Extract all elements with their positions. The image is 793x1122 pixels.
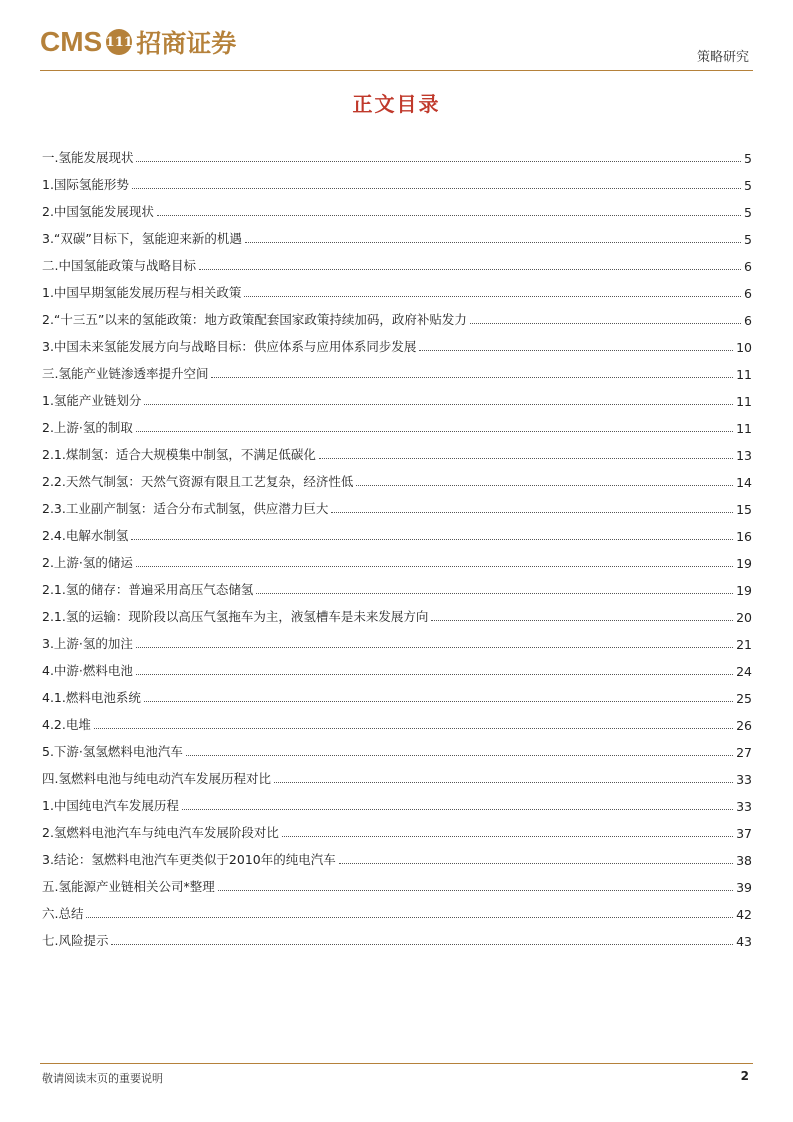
report-section-label: 策略研究 bbox=[696, 50, 749, 65]
toc-entry-label[interactable]: 3.结论：氢燃料电池汽车更类似于2010年的纯电汽车 bbox=[42, 852, 336, 867]
toc-entry-label[interactable]: 七.风险提示 bbox=[42, 933, 109, 948]
toc-leader-dots bbox=[111, 944, 733, 945]
page-title: 正文目录 bbox=[352, 92, 441, 116]
toc-leader-dots bbox=[136, 647, 733, 648]
toc-leader-dots bbox=[157, 215, 741, 216]
footer-note: 敬请阅读末页的重要说明 bbox=[42, 1072, 163, 1085]
toc-entry-label[interactable]: 3.上游·氢的加注 bbox=[42, 636, 133, 651]
toc-entry[interactable] bbox=[42, 490, 752, 517]
toc-entry-label[interactable]: 2.上游·氢的储运 bbox=[42, 555, 133, 570]
toc-leader-dots bbox=[419, 350, 733, 351]
toc-leader-dots bbox=[244, 296, 741, 297]
toc-entry-label[interactable]: 2.3.工业副产制氢：适合分布式制氢，供应潜力巨大 bbox=[42, 501, 329, 516]
toc-leader-dots bbox=[144, 701, 733, 702]
toc-entry-label[interactable]: 4.中游·燃料电池 bbox=[42, 663, 133, 678]
toc-entry-page[interactable]: 37 bbox=[736, 826, 752, 841]
toc-entry-label[interactable]: 二.中国氢能政策与战略目标 bbox=[42, 258, 196, 273]
toc-leader-dots bbox=[339, 863, 733, 864]
toc-leader-dots bbox=[319, 458, 733, 459]
toc-entry-label[interactable]: 2.氢燃料电池汽车与纯电汽车发展阶段对比 bbox=[42, 825, 279, 840]
toc-leader-dots bbox=[182, 809, 733, 810]
toc-entry-label[interactable]: 2.1.煤制氢：适合大规模集中制氢，不满足低碳化 bbox=[42, 447, 316, 462]
toc-leader-dots bbox=[136, 674, 733, 675]
toc-entry[interactable] bbox=[42, 760, 752, 787]
toc-entry[interactable] bbox=[42, 166, 752, 193]
toc-entry-page[interactable]: 26 bbox=[736, 718, 752, 733]
toc-entry-page[interactable]: 33 bbox=[736, 772, 752, 787]
toc-entry[interactable] bbox=[42, 247, 752, 274]
toc-entry[interactable] bbox=[42, 463, 752, 490]
table-of-contents bbox=[42, 139, 752, 949]
toc-entry[interactable] bbox=[42, 814, 752, 841]
toc-entry[interactable] bbox=[42, 895, 752, 922]
toc-entry-page[interactable]: 5 bbox=[744, 232, 752, 247]
toc-leader-dots bbox=[431, 620, 733, 621]
toc-entry[interactable] bbox=[42, 274, 752, 301]
toc-entry-label[interactable]: 2.上游·氢的制取 bbox=[42, 420, 133, 435]
toc-entry[interactable] bbox=[42, 355, 752, 382]
toc-leader-dots bbox=[131, 539, 733, 540]
logo-mark-icon: 111 bbox=[106, 29, 132, 55]
toc-entry-page[interactable]: 19 bbox=[736, 583, 752, 598]
toc-entry[interactable] bbox=[42, 868, 752, 895]
toc-leader-dots bbox=[199, 269, 741, 270]
toc-leader-dots bbox=[132, 188, 741, 189]
toc-entry[interactable] bbox=[42, 328, 752, 355]
toc-entry-page[interactable]: 14 bbox=[736, 475, 752, 490]
toc-entry-page[interactable]: 6 bbox=[744, 286, 752, 301]
toc-leader-dots bbox=[94, 728, 733, 729]
toc-entry-label[interactable]: 2.1.氢的储存：普遍采用高压气态储氢 bbox=[42, 582, 254, 597]
toc-entry-page[interactable]: 16 bbox=[736, 529, 752, 544]
toc-entry[interactable] bbox=[42, 652, 752, 679]
toc-entry-label[interactable]: 3.中国未来氢能发展方向与战略目标：供应体系与应用体系同步发展 bbox=[42, 339, 417, 354]
header-divider bbox=[40, 70, 753, 71]
toc-entry-page[interactable]: 25 bbox=[736, 691, 752, 706]
toc-leader-dots bbox=[136, 431, 733, 432]
toc-entry[interactable] bbox=[42, 436, 752, 463]
toc-entry-page[interactable]: 19 bbox=[736, 556, 752, 571]
toc-entry-page[interactable]: 21 bbox=[736, 637, 752, 652]
toc-leader-dots bbox=[144, 404, 733, 405]
page-number: 2 bbox=[740, 1069, 749, 1083]
toc-entry-label[interactable]: 2.2.天然气制氢：天然气资源有限且工艺复杂，经济性低 bbox=[42, 474, 354, 489]
toc-entry-page[interactable]: 6 bbox=[744, 313, 752, 328]
footer-divider bbox=[40, 1063, 753, 1064]
toc-entry[interactable] bbox=[42, 139, 752, 166]
toc-entry-page[interactable]: 11 bbox=[736, 367, 752, 382]
toc-entry-page[interactable]: 27 bbox=[736, 745, 752, 760]
toc-entry[interactable] bbox=[42, 841, 752, 868]
toc-entry-label[interactable]: 1.国际氢能形势 bbox=[42, 177, 129, 192]
toc-entry-label[interactable]: 1.中国纯电汽车发展历程 bbox=[42, 798, 179, 813]
toc-entry[interactable] bbox=[42, 517, 752, 544]
toc-entry-label[interactable]: 2.中国氢能发展现状 bbox=[42, 204, 154, 219]
toc-entry[interactable] bbox=[42, 193, 752, 220]
toc-leader-dots bbox=[218, 890, 733, 891]
toc-leader-dots bbox=[136, 161, 741, 162]
toc-entry-page[interactable]: 24 bbox=[736, 664, 752, 679]
toc-leader-dots bbox=[331, 512, 733, 513]
toc-entry-page[interactable]: 42 bbox=[736, 907, 752, 922]
toc-entry-label[interactable]: 2.1.氢的运输：现阶段以高压气氢拖车为主，液氢槽车是未来发展方向 bbox=[42, 609, 429, 624]
toc-leader-dots bbox=[282, 836, 733, 837]
toc-entry-page[interactable]: 6 bbox=[744, 259, 752, 274]
toc-entry[interactable] bbox=[42, 787, 752, 814]
toc-leader-dots bbox=[86, 917, 733, 918]
toc-entry-page[interactable]: 5 bbox=[744, 151, 752, 166]
toc-leader-dots bbox=[245, 242, 741, 243]
logo-cms-text: CMS bbox=[40, 26, 103, 57]
brand-logo bbox=[40, 24, 236, 60]
toc-entry-page[interactable]: 38 bbox=[736, 853, 752, 868]
toc-entry[interactable] bbox=[42, 922, 752, 949]
toc-entry-label[interactable]: 5.下游·氢氢燃料电池汽车 bbox=[42, 744, 183, 759]
toc-leader-dots bbox=[211, 377, 733, 378]
logo-chinese-text: 招商证券 bbox=[136, 29, 237, 58]
toc-leader-dots bbox=[256, 593, 733, 594]
toc-entry[interactable] bbox=[42, 706, 752, 733]
toc-entry[interactable] bbox=[42, 301, 752, 328]
toc-entry-label[interactable]: 1.氢能产业链划分 bbox=[42, 393, 142, 408]
toc-leader-dots bbox=[356, 485, 733, 486]
toc-entry-label[interactable]: 三.氢能产业链渗透率提升空间 bbox=[42, 366, 209, 381]
toc-entry-label[interactable]: 一.氢能发展现状 bbox=[42, 150, 134, 165]
toc-entry[interactable] bbox=[42, 679, 752, 706]
toc-entry-page[interactable]: 11 bbox=[736, 394, 752, 409]
toc-entry-page[interactable]: 10 bbox=[736, 340, 752, 355]
toc-entry-label[interactable]: 4.1.燃料电池系统 bbox=[42, 690, 141, 705]
toc-entry-label[interactable]: 1.中国早期氢能发展历程与相关政策 bbox=[42, 285, 242, 300]
toc-entry-page[interactable]: 33 bbox=[736, 799, 752, 814]
toc-entry-label[interactable]: 2.“十三五”以来的氢能政策：地方政策配套国家政策持续加码，政府补贴发力 bbox=[42, 312, 467, 327]
toc-entry-page[interactable]: 5 bbox=[744, 205, 752, 220]
toc-entry[interactable] bbox=[42, 220, 752, 247]
toc-leader-dots bbox=[186, 755, 733, 756]
toc-entry-page[interactable]: 20 bbox=[736, 610, 752, 625]
toc-entry[interactable] bbox=[42, 571, 752, 598]
toc-entry[interactable] bbox=[42, 409, 752, 436]
toc-entry[interactable] bbox=[42, 733, 752, 760]
toc-entry-label[interactable]: 4.2.电堆 bbox=[42, 717, 91, 732]
toc-entry-page[interactable]: 39 bbox=[736, 880, 752, 895]
toc-entry[interactable] bbox=[42, 598, 752, 625]
toc-entry-label[interactable]: 五.氢能源产业链相关公司*整理 bbox=[42, 879, 215, 894]
toc-entry-label[interactable]: 2.4.电解水制氢 bbox=[42, 528, 129, 543]
toc-leader-dots bbox=[274, 782, 733, 783]
toc-entry[interactable] bbox=[42, 382, 752, 409]
toc-entry-page[interactable]: 13 bbox=[736, 448, 752, 463]
toc-entry-page[interactable]: 43 bbox=[736, 934, 752, 949]
toc-entry-page[interactable]: 11 bbox=[736, 421, 752, 436]
toc-entry[interactable] bbox=[42, 625, 752, 652]
toc-entry-label[interactable]: 3.“双碳”目标下，氢能迎来新的机遇 bbox=[42, 231, 242, 246]
toc-entry-label[interactable]: 四.氢燃料电池与纯电动汽车发展历程对比 bbox=[42, 771, 271, 786]
toc-entry-label[interactable]: 六.总结 bbox=[42, 906, 84, 921]
toc-entry[interactable] bbox=[42, 544, 752, 571]
toc-leader-dots bbox=[470, 323, 741, 324]
toc-entry-page[interactable]: 15 bbox=[736, 502, 752, 517]
toc-entry-page[interactable]: 5 bbox=[744, 178, 752, 193]
toc-leader-dots bbox=[136, 566, 733, 567]
